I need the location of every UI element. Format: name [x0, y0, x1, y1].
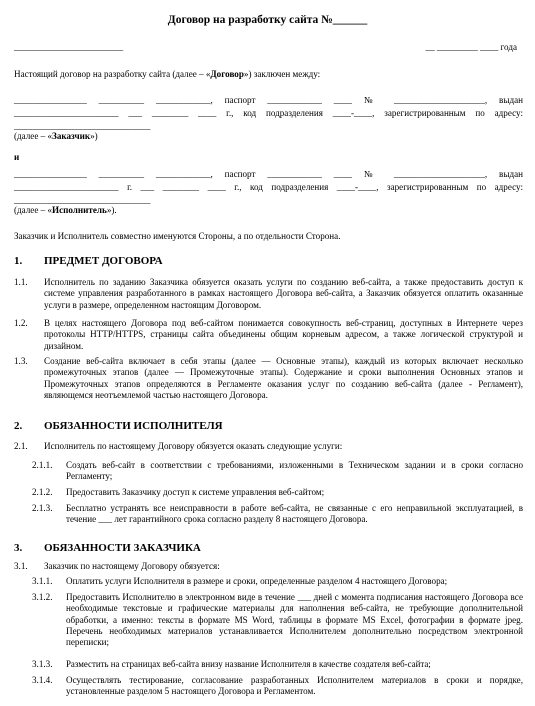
header-date: __ _________ ____ года — [425, 42, 517, 52]
parties-note: Заказчик и Исполнитель совместно именуются Стороны, а по отдельности Сторона. — [14, 231, 341, 241]
executor-role — [14, 205, 523, 216]
customer-line-3: ______________________________ — [14, 121, 151, 131]
executor-line-1: ________________ __________ ____________, паспорт ____________ ____ № ____________________, выдан — [14, 169, 523, 179]
clause-3-1 — [14, 561, 523, 573]
section-number: 1. — [14, 255, 23, 267]
section-number: 3. — [14, 542, 23, 554]
intro-bold: Договор — [210, 69, 244, 79]
clause-number: 2.1.2. — [32, 487, 53, 497]
intro-line — [14, 69, 523, 80]
clause-number: 3.1.3. — [32, 659, 53, 669]
clause-2-1 — [14, 441, 523, 453]
clause-text: Бесплатно устранять все неисправности в работе веб-сайта, не связанные с его неправильной эксплуатацией, в течение ___ лет гарантийного срока согласно разделу 8 настоящего Договора. — [66, 503, 523, 525]
customer-line-1: ________________ __________ ____________, паспорт ____________ ____ № ____________________, выдан — [14, 95, 523, 105]
clause-1-3 — [14, 356, 523, 403]
section-number: 2. — [14, 420, 23, 432]
clause-text: Создать веб-сайт в соответствии с требованиями, изложенными в Техническом задании и в сроки согласно Регламенту; — [66, 460, 523, 482]
clause-text: Исполнитель по заданию Заказчика обязуется оказать услуги по созданию веб-сайта, а также предоставить доступ к системе управления разработанного в рамках настоящего Договора веб-сайта, а Заказчик обязуется оплатить оказанные услуги в размере, определенном настоящим Договором. — [44, 277, 523, 310]
clause-1-2 — [14, 318, 523, 353]
clause-text: Создание веб-сайта включает в себя этапы (далее — Основные этапы), каждый из которых включает несколько промежуточных этапов (далее — Промежуточные этапы). Содержание и сроки выполнения Основных этапов и Промежуточных этапов определяются в Регламенте оказания услуг по созданию веб-сайта (далее - Регламент), являющемся неотъемлемой частью настоящего Договора. — [44, 356, 523, 400]
clause-text: Предоставить Исполнителю в электронном виде в течение ___ дней с момента подписания настоящего Договора все необходимые текстовые и графические материалы для наполнения веб-сайта, не требующие дополнительной обработки, а именно: тексты в формате MS Word, таблицы в формате MS Excel, фотографии в формате jpeg. Перечень необходимых материалов устанавливается Исполнителем дополнительно посредством электронной переписки; — [66, 592, 523, 648]
clause-number: 3.1.2. — [32, 592, 53, 602]
clause-2-1-1 — [32, 460, 523, 484]
section-heading-1 — [14, 255, 163, 267]
section-title: ОБЯЗАННОСТИ ИСПОЛНИТЕЛЯ — [44, 420, 223, 432]
role-text: (далее – « — [14, 205, 53, 215]
customer-line-2: _______________________ ___ ________ ____ г., код подразделения ____-____, зарегистрированным по адресу: — [14, 108, 523, 118]
customer-role-bold: Заказчик — [52, 131, 91, 141]
intro-text-end: ») заключен между: — [243, 69, 321, 79]
executor-role-bold: Исполнитель — [52, 205, 107, 215]
section-title: ОБЯЗАННОСТИ ЗАКАЗЧИКА — [44, 542, 201, 554]
clause-number: 2.1.1. — [32, 460, 53, 470]
role-text-end: »). — [106, 205, 117, 215]
clause-1-1 — [14, 277, 523, 312]
clause-number: 2.1. — [14, 441, 28, 451]
clause-number: 3.1.4. — [32, 675, 53, 685]
clause-text: Предоставить Заказчику доступ к системе управления веб-сайтом; — [66, 487, 325, 497]
customer-role — [14, 131, 523, 142]
clause-2-1-3 — [32, 503, 523, 527]
section-heading-3 — [14, 542, 201, 554]
clause-2-1-2 — [32, 487, 523, 499]
executor-line-3: ______________________________ — [14, 195, 151, 205]
document-title: Договор на разработку сайта №______ — [167, 14, 368, 26]
clause-number: 1.1. — [14, 277, 28, 287]
executor-line-2: _______________________ г. ___ ________ ____ г., код подразделения ____-____, зарегистрированным по адресу: — [14, 182, 523, 192]
section-heading-2 — [14, 420, 223, 432]
clause-3-1-2 — [32, 592, 523, 650]
clause-text: Разместить на страницах веб-сайта внизу название Исполнителя в качестве создателя веб-сайта; — [66, 659, 431, 669]
role-text: (далее – « — [14, 131, 53, 141]
header-left-blank: ________________________ — [14, 42, 124, 52]
clause-number: 3.1. — [14, 561, 28, 571]
header-row — [14, 42, 523, 53]
intro-text: Настоящий договор на разработку сайта (далее – « — [14, 69, 211, 79]
clause-text: Исполнитель по настоящему Договору обязуется оказать следующие услуги: — [44, 441, 343, 451]
clause-number: 2.1.3. — [32, 503, 53, 513]
clause-number: 1.2. — [14, 318, 28, 328]
clause-text: В целях настоящего Договора под веб-сайтом понимается совокупность веб-страниц, доступных в Интернете через протоколы HTTP/HTTPS, страницы сайта объединены общим корневым адресом, а также логической структурой и дизайном. — [44, 318, 523, 351]
and-word: и — [14, 152, 20, 162]
clause-number: 3.1.1. — [32, 576, 53, 586]
section-title: ПРЕДМЕТ ДОГОВОРА — [44, 255, 163, 267]
clause-3-1-4 — [32, 675, 523, 699]
clause-text: Осуществлять тестирование, согласование разработанных Исполнителем материалов в сроки и порядке, установленные разделом 5 настоящего Договора и Регламентом. — [66, 675, 523, 697]
clause-3-1-1 — [32, 576, 523, 588]
clause-3-1-3 — [32, 659, 523, 671]
clause-text: Оплатить услуги Исполнителя в размере и сроки, определенные разделом 4 настоящего Договора; — [66, 576, 448, 586]
role-text-end: ») — [90, 131, 98, 141]
clause-text: Заказчик по настоящему Договору обязуется: — [44, 561, 220, 571]
clause-number: 1.3. — [14, 356, 28, 366]
